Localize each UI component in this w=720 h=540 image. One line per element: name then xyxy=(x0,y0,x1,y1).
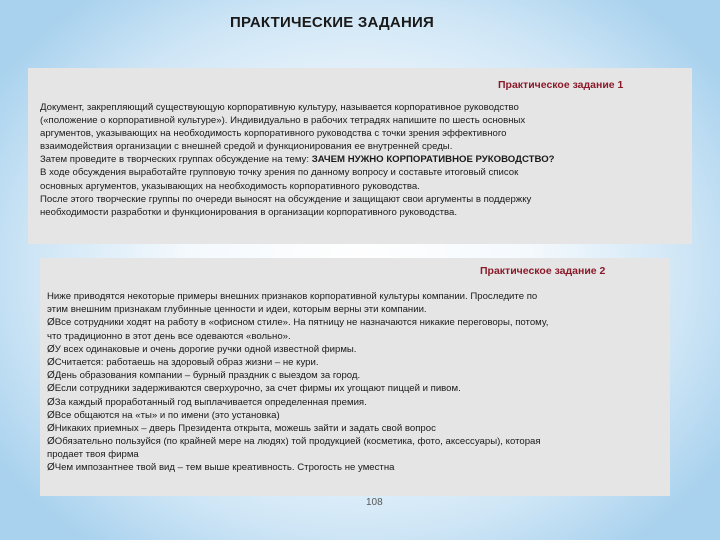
task-2-list-item-text: День образования компании – бурный праздник с выездом за город. xyxy=(54,370,361,382)
task-2-list-item-text: что традиционно в этот день все одеваются «вольно». xyxy=(47,330,291,342)
task-2-list-item-line xyxy=(47,316,548,329)
task-1-line: аргументов, указывающих на необходимость корпоративного руководства с точки зрения эффективного xyxy=(40,128,507,140)
task-1-line: взаимодействия организации с внешней средой и функционирования ее внутренней среды. xyxy=(40,141,453,153)
task-2-list-item-line xyxy=(47,435,548,448)
task-1-line: («положение о корпоративной культуре»). Индивидуально в рабочих тетрадях напишите по шесть основных xyxy=(40,115,526,127)
arrow-bullet-icon: Ø xyxy=(47,370,55,382)
task-2-list-item-text: Если сотрудники задерживаются сверхурочно, за счет фирмы их угощают пиццей и пивом. xyxy=(54,383,461,395)
task-2-text xyxy=(47,290,548,475)
task-2-list-item-text: Чем импозантнее твой вид – тем выше креативность. Строгость не уместна xyxy=(54,462,395,474)
task-2-list-item-text: Никаких приемных – дверь Президента открыта, можешь зайти и задать свой вопрос xyxy=(54,422,436,434)
arrow-bullet-icon: Ø xyxy=(47,383,55,395)
task-1-text xyxy=(40,101,555,219)
task-1-discussion-line xyxy=(40,153,555,166)
task-2-list-item-line xyxy=(47,330,548,343)
task-2-list-item-text: За каждый проработанный год выплачивается определенная премия. xyxy=(54,396,367,408)
task-2-list-item-text: У всех одинаковые и очень дорогие ручки одной известной фирмы. xyxy=(54,343,357,355)
task-2-intro-line: этим внешним признакам глубинные ценности и идеи, которым верны эти компании. xyxy=(47,304,427,316)
task-2-list-item-line xyxy=(47,369,548,382)
arrow-bullet-icon: Ø xyxy=(47,409,55,421)
arrow-bullet-icon: Ø xyxy=(47,356,55,368)
task-2-list xyxy=(47,316,548,474)
task-1-line: основных аргументов, указывающих на необходимость корпоративного руководства. xyxy=(40,180,420,192)
task-1-line: В ходе обсуждения выработайте групповую точку зрения по данному вопросу и составьте итоговый список xyxy=(40,167,519,179)
task-2-list-item-line xyxy=(47,343,548,356)
arrow-bullet-icon: Ø xyxy=(47,422,55,434)
arrow-bullet-icon: Ø xyxy=(47,343,55,355)
arrow-bullet-icon: Ø xyxy=(47,317,55,329)
task-2-list-item-line xyxy=(47,409,548,422)
task-2-list-item-text: Все общаются на «ты» и по имени (это установка) xyxy=(54,409,280,421)
task-2-list-item-line xyxy=(47,396,548,409)
task-1-line: Документ, закрепляющий существующую корпоративную культуру, называется корпоративное руководство xyxy=(40,102,519,113)
task-2-list-item-line xyxy=(47,382,548,395)
task-1-heading: Практическое задание 1 xyxy=(498,79,624,91)
task-2-list-item-line xyxy=(47,356,548,369)
task-2-intro-line: Ниже приводятся некоторые примеры внешних признаков корпоративной культуры компании. Проследите по xyxy=(47,291,538,302)
task-2-list-item-text: Считается: работаешь на здоровый образ жизни – не кури. xyxy=(54,356,319,368)
task-1-discussion-topic: ЗАЧЕМ НУЖНО КОРПОРАТИВНОЕ РУКОВОДСТВО? xyxy=(311,154,555,166)
arrow-bullet-icon: Ø xyxy=(47,396,55,408)
task-2-list-item-text: Обязательно пользуйся (по крайней мере на людях) той продукцией (косметика, фото, аксессуары), которая xyxy=(54,436,541,448)
task-2-list-item-line xyxy=(47,448,548,461)
task-2-list-item-line xyxy=(47,422,548,435)
task-2-list-item-text: Все сотрудники ходят на работу в «офисном стиле». На пятницу не назначаются никакие переговоры, потому, xyxy=(54,317,549,329)
arrow-bullet-icon: Ø xyxy=(47,436,55,448)
task-1-line: После этого творческие группы по очереди выносят на обсуждение и защищают свои аргументы в поддержку xyxy=(40,193,532,205)
task-1-line: необходимости разработки и функционирования в организации корпоративного руководства. xyxy=(40,206,458,218)
page-title: ПРАКТИЧЕСКИЕ ЗАДАНИЯ xyxy=(230,14,434,31)
page-number: 108 xyxy=(366,497,383,508)
task-2-list-item-text: продает твоя фирма xyxy=(47,449,139,461)
arrow-bullet-icon: Ø xyxy=(47,462,55,474)
task-1-discussion-prefix: Затем проведите в творческих группах обсуждение на тему: xyxy=(40,154,312,166)
task-2-list-item-line xyxy=(47,461,548,474)
task-2-heading: Практическое задание 2 xyxy=(480,265,606,277)
